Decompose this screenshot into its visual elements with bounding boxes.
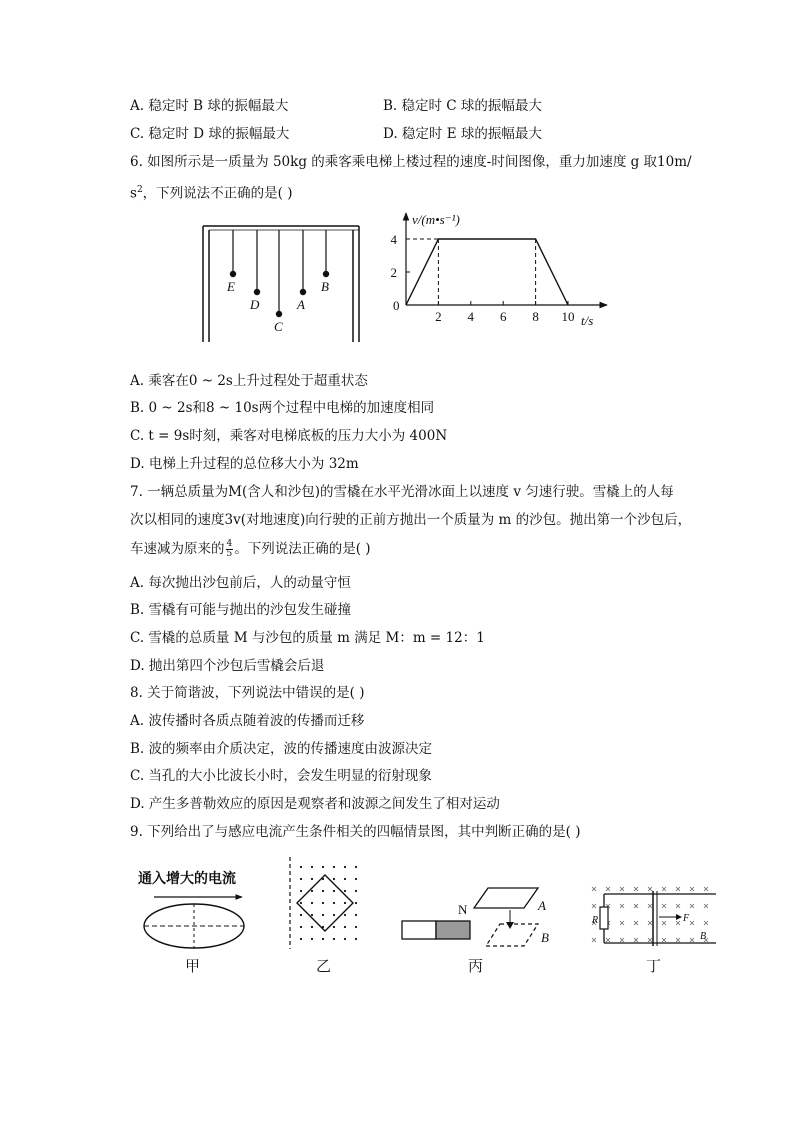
figure-yi xyxy=(283,853,368,978)
field-dot xyxy=(311,866,313,868)
field-cross xyxy=(690,921,694,925)
field-dot xyxy=(333,890,335,892)
field-dot xyxy=(333,902,335,904)
field-cross xyxy=(620,904,624,908)
field-dot xyxy=(300,902,302,904)
field-cross xyxy=(620,921,624,925)
x-tick-label-8: 8 xyxy=(532,309,539,324)
q5-option-c: C. 稳定时 D 球的振幅最大 xyxy=(130,126,290,142)
field-cross xyxy=(592,887,596,891)
magnet-pole-label: N xyxy=(458,902,468,917)
field-dot xyxy=(311,890,313,892)
field-cross xyxy=(662,921,666,925)
field-cross xyxy=(662,938,666,942)
y-tick-label-2: 2 xyxy=(390,265,397,280)
q7-stem-line3: 车速减为原来的 $\frac{4}{5}$ 。下列说法正确的是( ) xyxy=(130,539,371,559)
q7-stem-line2: 次以相同的速度3v(对地速度)向行驶的正前方抛出一个质量为 m 的沙包。抛出第一个沙包后， xyxy=(130,512,692,528)
field-cross xyxy=(648,921,652,925)
q8-option-c: C. 当孔的大小比波长小时，会发生明显的衍射现象 xyxy=(130,768,432,784)
field-dot xyxy=(300,890,302,892)
q6-stem-line1: 6. 如图所示是一质量为 50kg 的乘客乘电梯上楼过程的速度-时间图像，重力加速度 g 取10m/ xyxy=(130,154,692,170)
field-cross xyxy=(634,904,638,908)
field-dot xyxy=(322,890,324,892)
field-cross xyxy=(690,904,694,908)
q6-option-b: B. 0 ~ 2s和8 ~ 10s两个过程中电梯的加速度相同 xyxy=(130,400,435,416)
q6-option-a: A. 乘客在0 ~ 2s上升过程处于超重状态 xyxy=(130,373,368,389)
field-cross xyxy=(592,938,596,942)
field-dot xyxy=(355,914,357,916)
rail-label-f: F xyxy=(683,913,690,924)
q8-option-a: A. 波传播时各质点随着波的传播而迁移 xyxy=(130,713,365,729)
field-cross xyxy=(676,938,680,942)
rail-label-b: B xyxy=(700,931,707,942)
field-dot xyxy=(311,938,313,940)
field-cross xyxy=(592,904,596,908)
q8-option-b: B. 波的频率由介质决定，波的传播速度由波源决定 xyxy=(130,741,433,757)
field-dot xyxy=(300,914,302,916)
plane-label-b: B xyxy=(541,930,549,945)
pendulum-label-d: D xyxy=(250,297,260,312)
field-dot xyxy=(311,878,313,880)
field-dot xyxy=(333,938,335,940)
q7-option-c: C. 雪橇的总质量 M 与沙包的质量 m 满足 M：m = 12：1 xyxy=(130,630,485,646)
field-cross xyxy=(634,887,638,891)
field-cross xyxy=(676,921,680,925)
field-dot xyxy=(344,902,346,904)
resistor xyxy=(600,907,608,929)
field-dot xyxy=(300,938,302,940)
field-dot xyxy=(311,926,313,928)
field-dot xyxy=(344,890,346,892)
x-axis-label: t/s xyxy=(581,313,594,328)
field-dot xyxy=(311,914,313,916)
field-cross xyxy=(690,938,694,942)
field-dot xyxy=(333,866,335,868)
field-cross xyxy=(704,904,708,908)
figure-label-yi: 乙 xyxy=(316,959,332,975)
q7-option-a: A. 每次抛出沙包前后，人的动量守恒 xyxy=(130,575,351,591)
field-dot xyxy=(322,866,324,868)
x-tick-label-4: 4 xyxy=(467,309,475,324)
field-dot xyxy=(344,878,346,880)
q8-stem: 8. 关于简谐波，下列说法中错误的是( ) xyxy=(130,685,365,701)
field-dot xyxy=(311,902,313,904)
field-dot xyxy=(300,866,302,868)
field-cross xyxy=(662,887,666,891)
origin-label: 0 xyxy=(393,298,400,313)
q6-option-d: D. 电梯上升过程的总位移大小为 32m xyxy=(130,456,359,472)
q7-option-b: B. 雪橇有可能与抛出的沙包发生碰撞 xyxy=(130,602,352,618)
field-dot xyxy=(333,926,335,928)
pendulum-label-e: E xyxy=(227,279,235,294)
field-dot xyxy=(355,926,357,928)
field-cross xyxy=(648,938,652,942)
y-tick-label-4: 4 xyxy=(390,232,397,247)
field-dot xyxy=(333,914,335,916)
rail-label-r: R xyxy=(592,915,599,926)
figure-label-bing: 丙 xyxy=(468,959,484,975)
q5-option-d: D. 稳定时 E 球的振幅最大 xyxy=(383,126,542,142)
pendulum-label-b: B xyxy=(321,279,329,294)
figure-jia xyxy=(130,858,260,978)
pendulum-label-a: A xyxy=(297,297,305,312)
figure-label-ding: 丁 xyxy=(646,959,662,975)
field-dot xyxy=(355,878,357,880)
figure-bing xyxy=(398,876,558,978)
field-cross xyxy=(648,887,652,891)
q9-stem: 9. 下列给出了与感应电流产生条件相关的四幅情景图，其中判断正确的是( ) xyxy=(130,824,581,840)
q7-option-d: D. 抛出第四个沙包后雪橇会后退 xyxy=(130,658,325,674)
field-cross xyxy=(676,904,680,908)
field-cross xyxy=(662,904,666,908)
pendulum-label-c: C xyxy=(274,319,283,334)
magnet-s-half xyxy=(402,921,436,939)
field-dot xyxy=(300,926,302,928)
field-cross xyxy=(634,938,638,942)
magnet-n-half xyxy=(436,921,470,939)
q8-option-d: D. 产生多普勒效应的原因是观察者和波源之间发生了相对运动 xyxy=(130,796,500,812)
figure-ding xyxy=(590,883,720,978)
q7-stem-line1: 7. 一辆总质量为M(含人和沙包)的雪橇在水平光滑冰面上以速度 v 匀速行驶。雪橇上的人每 xyxy=(130,484,674,500)
field-cross xyxy=(648,904,652,908)
field-cross xyxy=(676,887,680,891)
field-dot xyxy=(300,878,302,880)
field-dot xyxy=(344,938,346,940)
field-dot xyxy=(322,914,324,916)
field-cross xyxy=(620,938,624,942)
field-dot xyxy=(333,878,335,880)
q5-option-b: B. 稳定时 C 球的振幅最大 xyxy=(383,98,542,114)
field-dot xyxy=(355,866,357,868)
field-cross xyxy=(704,921,708,925)
field-dot xyxy=(322,938,324,940)
q6-option-c: C. t = 9s时刻，乘客对电梯底板的压力大小为 400N xyxy=(130,428,448,444)
x-tick-label-10: 10 xyxy=(561,309,575,324)
field-cross xyxy=(690,887,694,891)
velocity-time-chart xyxy=(385,208,615,333)
plane-label-a: A xyxy=(538,898,546,913)
field-cross xyxy=(606,938,610,942)
field-cross xyxy=(634,921,638,925)
field-dot xyxy=(344,914,346,916)
field-dot xyxy=(344,866,346,868)
field-cross xyxy=(704,887,708,891)
field-cross xyxy=(606,887,610,891)
velocity-series-line xyxy=(406,239,568,305)
x-tick-label-2: 2 xyxy=(435,309,442,324)
field-dot xyxy=(355,890,357,892)
x-tick-label-6: 6 xyxy=(499,309,507,324)
q6-stem-line2: $s^2$，下列说法不正确的是( ) xyxy=(130,185,293,202)
field-dot xyxy=(355,938,357,940)
field-dot xyxy=(344,926,346,928)
figure-label-jia: 甲 xyxy=(185,959,201,975)
y-axis-label: v/(m•s⁻¹) xyxy=(412,212,460,227)
field-dot xyxy=(355,902,357,904)
field-dot xyxy=(322,902,324,904)
pendulum-figure xyxy=(195,218,365,348)
figure-jia-title: 通入增大的电流 xyxy=(138,872,236,887)
fraction-4-5: $\frac{4}{5}$ xyxy=(226,539,233,559)
field-cross xyxy=(620,887,624,891)
q5-option-a: A. 稳定时 B 球的振幅最大 xyxy=(130,98,289,114)
